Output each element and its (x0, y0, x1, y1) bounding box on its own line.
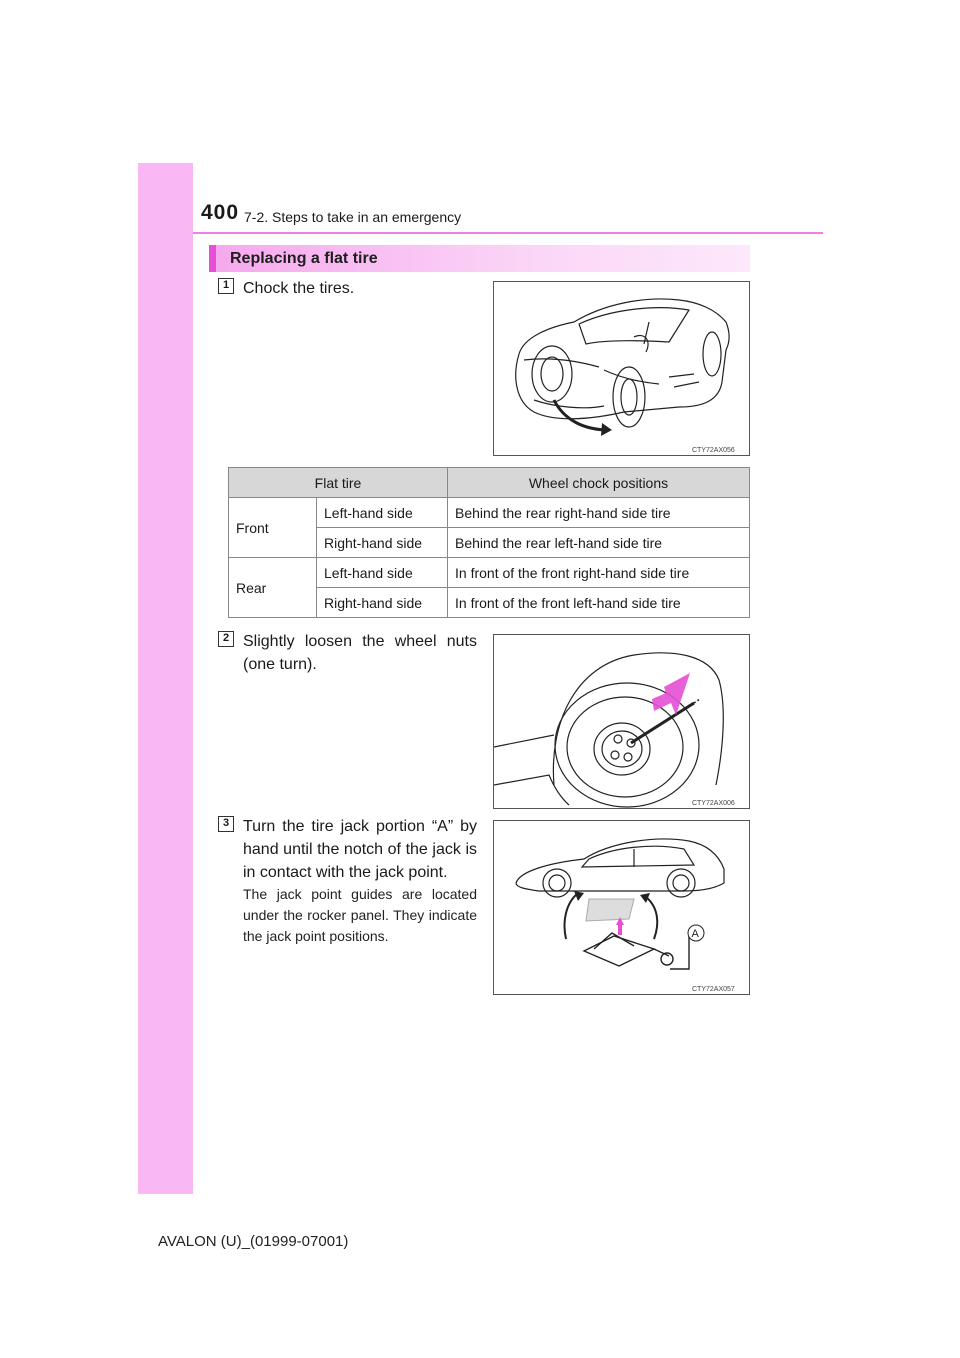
step-3-note: The jack point guides are located under the rocker panel. They indicate the jack point positions. (243, 886, 477, 944)
table-row (229, 558, 750, 588)
table-cell-position: In front of the front left-hand side tire (448, 588, 750, 618)
table-cell-side: Right-hand side (317, 528, 448, 558)
page-number: 400 (201, 201, 240, 224)
section-title: 7-2. Steps to take in an emergency (244, 209, 462, 225)
table-cell-position: In front of the front right-hand side tire (448, 558, 750, 588)
jack-portion-label: A (691, 928, 699, 940)
table-header-chock-positions: Wheel chock positions (448, 468, 750, 498)
car-jack-drawing (494, 821, 751, 996)
jack-illustration (493, 820, 750, 995)
step-1-badge: 1 (218, 278, 234, 294)
table-cell-side: Left-hand side (317, 558, 448, 588)
table-header-flat-tire: Flat tire (229, 468, 448, 498)
car-chock-illustration (493, 281, 750, 456)
table-cell-side: Left-hand side (317, 498, 448, 528)
table-cell-position: Behind the rear right-hand side tire (448, 498, 750, 528)
wheel-wrench-drawing (494, 635, 751, 810)
page-footer: AVALON (U)_(01999-07001) (158, 1233, 349, 1250)
step-2-badge: 2 (218, 631, 234, 647)
step-1-text: Chock the tires. (243, 280, 355, 297)
wheel-nut-illustration (493, 634, 750, 809)
wheel-chock-table (228, 467, 750, 618)
section-heading-bar (209, 245, 750, 272)
header-divider (193, 232, 823, 234)
car-front-drawing (494, 282, 751, 457)
figure-code-2: CTY72AX006 (692, 800, 735, 807)
section-heading: Replacing a flat tire (230, 250, 378, 267)
table-group-rear: Rear (229, 558, 317, 618)
step-3-text: Turn the tire jack portion “A” by hand until the notch of the jack is in contact with the jack point. (243, 818, 477, 881)
table-cell-side: Right-hand side (317, 588, 448, 618)
figure-code-1: CTY72AX056 (692, 447, 735, 454)
step-3-badge: 3 (218, 816, 234, 832)
table-row (229, 498, 750, 528)
table-header-row (229, 468, 750, 498)
table-cell-position: Behind the rear left-hand side tire (448, 528, 750, 558)
figure-code-3: CTY72AX057 (692, 986, 735, 993)
table-group-front: Front (229, 498, 317, 558)
side-accent-band (138, 163, 193, 1194)
step-2-text: Slightly loosen the wheel nuts (one turn). (243, 633, 477, 673)
